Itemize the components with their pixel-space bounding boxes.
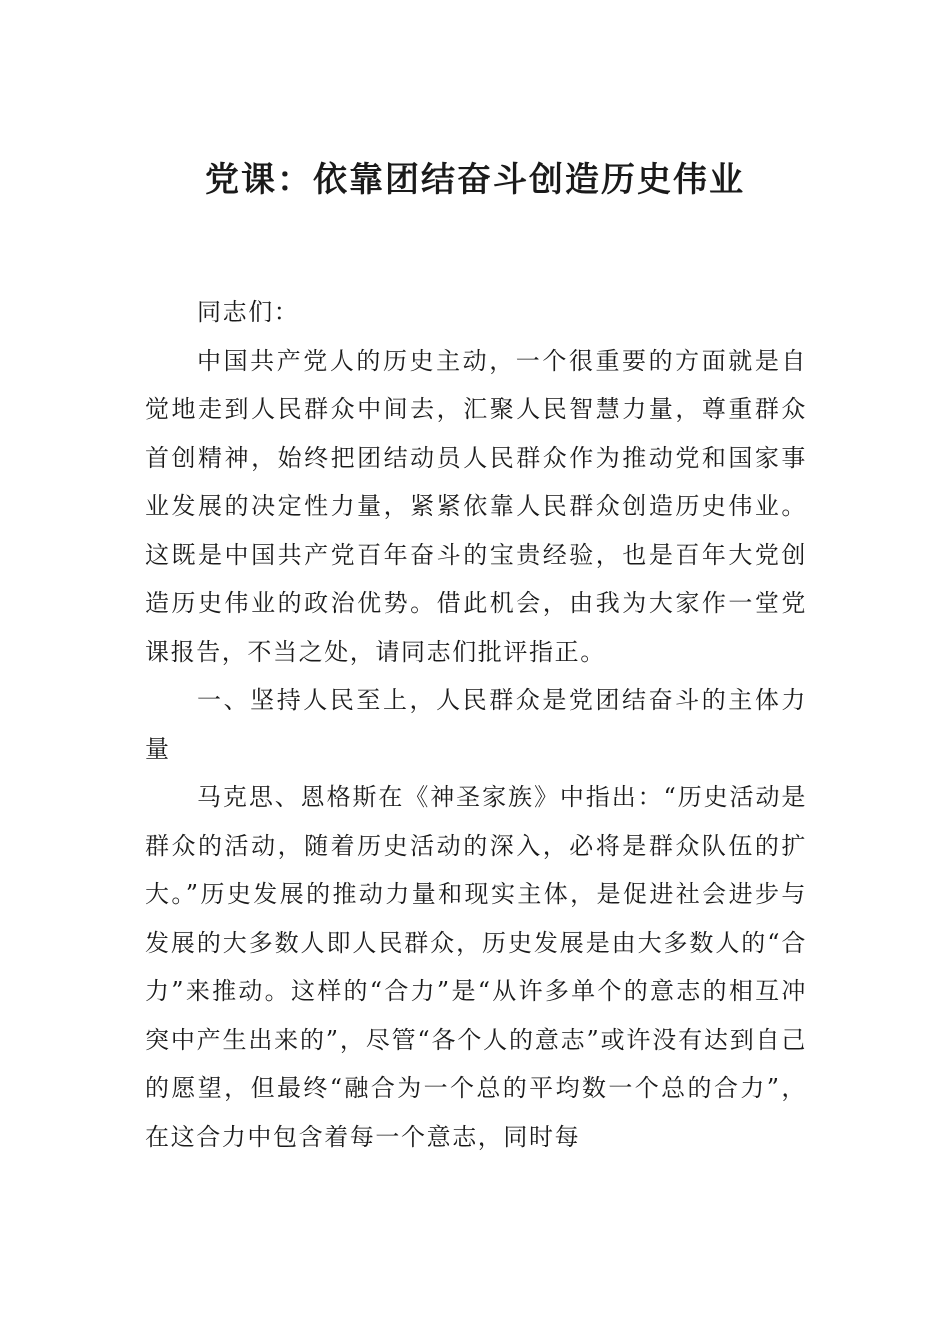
intro-paragraph: 中国共产党人的历史主动，一个很重要的方面就是自觉地走到人民群众中间去，汇聚人民智慧力量，尊重群众首创精神，始终把团结动员人民群众作为推动党和国家事业发展的决定性力量，紧紧依靠人民群众创造历史伟业。这既是中国共产党百年奋斗的宝贵经验，也是百年大党创造历史伟业的政治优势。借此机会，由我为大家作一堂党课报告，不当之处，请同志们批评指正。 bbox=[145, 346, 807, 666]
section-heading: 一、坚持人民至上，人民群众是党团结奋斗的主体力量 bbox=[145, 686, 807, 763]
document-body bbox=[145, 288, 807, 1161]
document-title: 党课：依靠团结奋斗创造历史伟业 bbox=[205, 160, 745, 200]
salutation: 同志们： bbox=[197, 298, 300, 326]
body-paragraph: 马克思、恩格斯在《神圣家族》中指出：“历史活动是群众的活动，随着历史活动的深入，必将是群众队伍的扩大。”历史发展的推动力量和现实主体，是促进社会进步与发展的大多数人即人民群众，历史发展是由大多数人的“合力”来推动。这样的“合力”是“从许多单个的意志的相互冲突中产生出来的”，尽管“各个人的意志”或许没有达到自己的愿望，但最终“融合为一个总的平均数一个总的合力”，在这合力中包含着每一个意志，同时每 bbox=[145, 783, 807, 1151]
